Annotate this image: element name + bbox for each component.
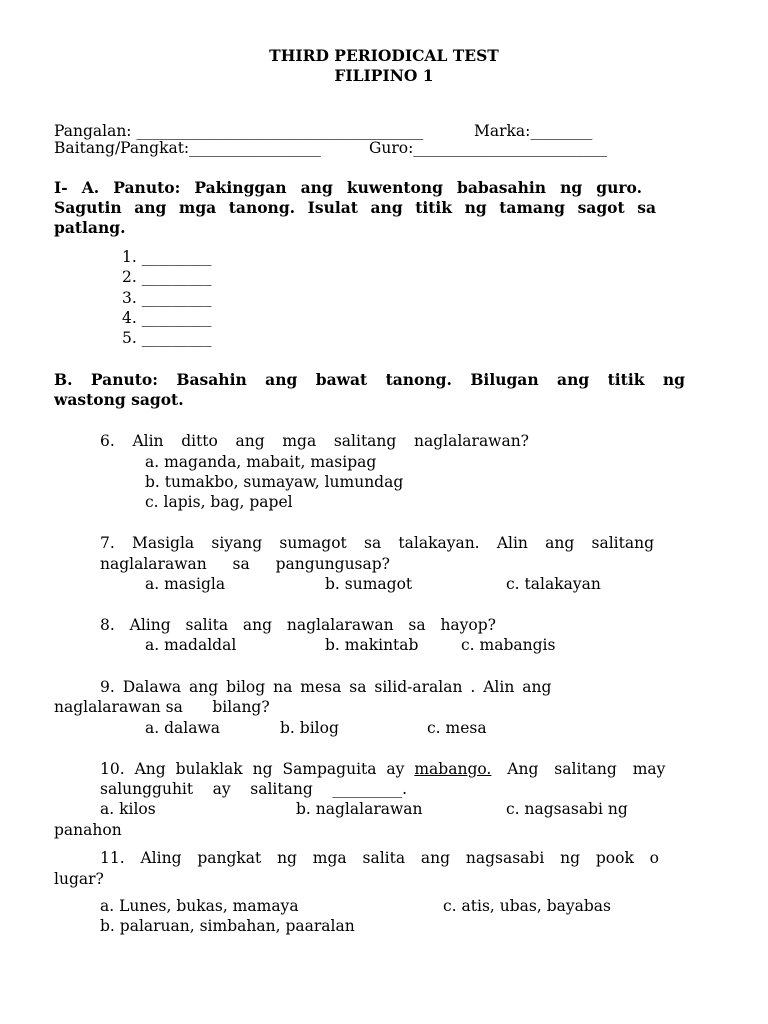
- question-7-line-1: 7. Masigla siyang sumagot sa talakayan. Alin ang salitang: [100, 534, 654, 552]
- question-6-option-a: a. maganda, mabait, masipag: [145, 453, 377, 471]
- question-9-line-2: naglalarawan sa bilang?: [54, 698, 270, 716]
- part-a-instruction-line-3: patlang.: [54, 218, 126, 237]
- question-7-line-2: naglalarawan sa pangungusap?: [100, 555, 390, 573]
- test-title: THIRD PERIODICAL TEST: [269, 46, 499, 65]
- name-field: Pangalan: _____________________________________: [54, 122, 424, 140]
- answer-blank-1: 1. _________: [122, 248, 212, 266]
- question-6-text: 6. Alin ditto ang mga salitang naglalarawan?: [100, 432, 529, 450]
- question-10-option-a: a. kilos: [100, 800, 156, 818]
- question-6-option-b: b. tumakbo, sumayaw, lumundag: [145, 473, 404, 491]
- test-subject: FILIPINO 1: [334, 66, 434, 85]
- question-7-option-c: c. talakayan: [506, 575, 601, 593]
- question-11-option-b: b. palaruan, simbahan, paaralan: [100, 917, 355, 935]
- question-8-option-a: a. madaldal: [145, 636, 237, 654]
- answer-blank-4: 4. _________: [122, 309, 212, 327]
- score-field: Marka:________: [474, 122, 593, 140]
- answer-blank-5: 5. _________: [122, 329, 212, 347]
- grade-section-field: Baitang/Pangkat:_________________: [54, 139, 321, 157]
- question-7-option-b: b. sumagot: [325, 575, 413, 593]
- question-10-line-1: [100, 759, 703, 779]
- part-b-instruction-line-1: B. Panuto: Basahin ang bawat tanong. Bilugan ang titik ng: [54, 370, 685, 389]
- question-11-line-2: lugar?: [54, 870, 104, 888]
- answer-blank-3: 3. _________: [122, 289, 212, 307]
- question-11-option-c: c. atis, ubas, bayabas: [443, 897, 612, 915]
- question-10-text-end: Ang salitang may: [491, 760, 666, 778]
- question-8-option-b: b. makintab: [325, 636, 419, 654]
- teacher-field: Guro:_________________________: [369, 139, 608, 157]
- question-10-line-2: salungguhit ay salitang _________.: [100, 780, 407, 798]
- answer-blank-2: 2. _________: [122, 268, 212, 286]
- question-11-option-a: a. Lunes, bukas, mamaya: [100, 897, 299, 915]
- question-10-text-start: 10. Ang bulaklak ng Sampaguita ay: [100, 760, 415, 778]
- part-a-instruction-line-1: I- A. Panuto: Pakinggan ang kuwentong babasahin ng guro.: [54, 178, 642, 197]
- question-9-option-a: a. dalawa: [145, 719, 220, 737]
- question-7-option-a: a. masigla: [145, 575, 226, 593]
- part-b-instruction-line-2: wastong sagot.: [54, 390, 184, 409]
- question-9-line-1: 9. Dalawa ang bilog na mesa sa silid-aralan . Alin ang: [100, 678, 552, 696]
- question-10-option-b: b. naglalarawan: [296, 800, 423, 818]
- question-9-option-c: c. mesa: [427, 719, 487, 737]
- question-10-option-c-continued: panahon: [54, 821, 122, 839]
- question-10-option-c: c. nagsasabi ng: [506, 800, 628, 818]
- question-9-option-b: b. bilog: [280, 719, 339, 737]
- question-6-option-c: c. lapis, bag, papel: [145, 493, 293, 511]
- part-a-instruction-line-2: Sagutin ang mga tanong. Isulat ang titik ng tamang sagot sa: [54, 198, 656, 217]
- question-8-text: 8. Aling salita ang naglalarawan sa hayop?: [100, 616, 496, 634]
- question-8-option-c: c. mabangis: [461, 636, 556, 654]
- question-11-line-1: 11. Aling pangkat ng mga salita ang nagsasabi ng pook o: [100, 849, 659, 867]
- question-10-underlined-word: mabango.: [414, 760, 492, 778]
